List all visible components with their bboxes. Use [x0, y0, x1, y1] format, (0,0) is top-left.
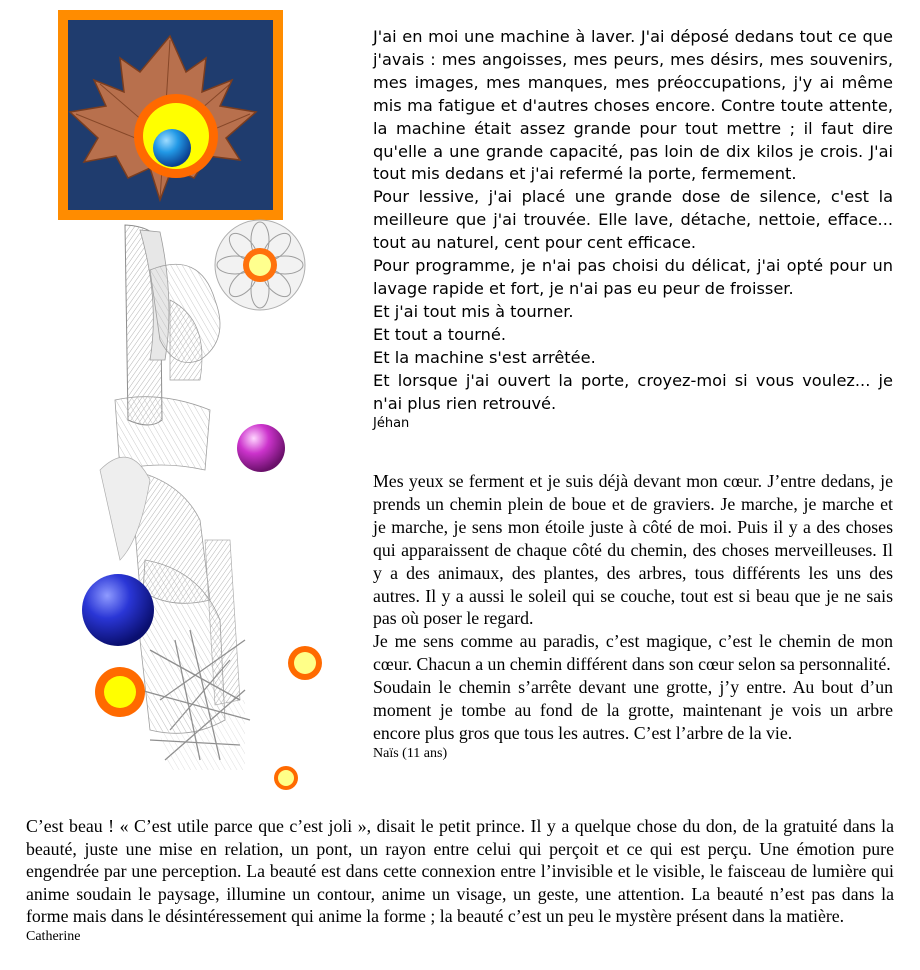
paragraph: C’est beau ! « C’est utile parce que c’est joli », disait le petit prince. Il y a quelque chose du don, de la gratuité dans la beauté, juste une mise en relation, un pont, un rayon entre celui qui perçoit et ce qui est perçu. Une émotion pure engendrée par une perception. La beauté est dans cette connexion entre l’invisible et le visible, le faisceau de lumière qui anime soudain le paysage, illumine un contour, anime un visage, un geste, une attention. La beauté n’est pas dans la forme mais dans le désintéressement qui anime la forme ; la beauté c’est un peu le mystère présent dans la matière.	[26, 816, 894, 927]
illustration	[0, 0, 370, 800]
paragraph: J'ai en moi une machine à laver. J'ai déposé dedans tout ce que j'avais : mes angoisses, mes peurs, mes désirs, mes souvenirs, mes images, mes manques, mes préoccupations, j'y ai même mis ma fatigue et d'autres choses encore. Contre toute attente, la machine était assez grande pour tout mettre ; il faut dire qu'elle a une grande capacité, pas loin de dix kilos je crois. J'ai tout mis dedans et j'ai refermé la porte, fermement.	[373, 27, 893, 184]
author-signature: Jéhan	[373, 416, 410, 432]
leaf-picture	[58, 10, 283, 220]
author-signature: Catherine	[26, 928, 81, 944]
orange-ring-small	[274, 766, 298, 790]
paragraph: Pour programme, je n'ai pas choisi du délicat, j'ai opté pour un lavage rapide et fort, je n'ai pas eu peur de froisser.	[373, 256, 893, 298]
paragraph: Je me sens comme au paradis, c’est magique, c’est le chemin de mon cœur. Chacun a un chemin différent dans son cœur selon sa personnalité.	[373, 631, 893, 675]
poem-heart-path	[373, 470, 893, 762]
paragraph: Et lorsque j'ai ouvert la porte, croyez-moi si vous voulez... je n'ai plus rien retrouvé.	[373, 370, 893, 413]
paragraph: Soudain le chemin s’arrête devant une grotte, j’y entre. Au bout d’un moment je tombe au fond de la grotte, maintenant je vois un arbre encore plus gros que tous les autres. C’est l’arbre de la vie.	[373, 677, 893, 743]
author-signature: Naïs (11 ans)	[373, 745, 448, 761]
orange-ring-large	[95, 667, 145, 717]
paragraph: Pour lessive, j'ai placé une grande dose de silence, c'est la meilleure que j'ai trouvée. Elle lave, détache, nettoie, efface... tout au naturel, cent pour cent efficace.	[373, 187, 893, 253]
paragraph: Et tout a tourné.	[373, 324, 507, 344]
poem-washing-machine	[373, 26, 893, 433]
paragraph: Et la machine s'est arrêtée.	[373, 347, 596, 367]
flower-disc	[215, 220, 305, 310]
paragraph: Mes yeux se ferment et je suis déjà devant mon cœur. J’entre dedans, je prends un chemin plein de boue et de graviers. Je marche, je marche et je marche, je sens mon étoile juste à côté de moi. Puis il y a des choses qui apparaissent de chaque côté du chemin, des choses merveilleuses. Il y a des animaux, des plantes, des arbres, tous différents les uns des autres. Il y a aussi le soleil qui se couche, tout est si beau que je ne sais pas où poser le regard.	[373, 471, 893, 629]
paragraph: Et j'ai tout mis à tourner.	[373, 301, 574, 321]
magenta-sphere	[237, 424, 285, 472]
blue-sphere	[82, 574, 154, 646]
orange-ring-medium	[288, 646, 322, 680]
essay-beauty	[26, 815, 894, 945]
